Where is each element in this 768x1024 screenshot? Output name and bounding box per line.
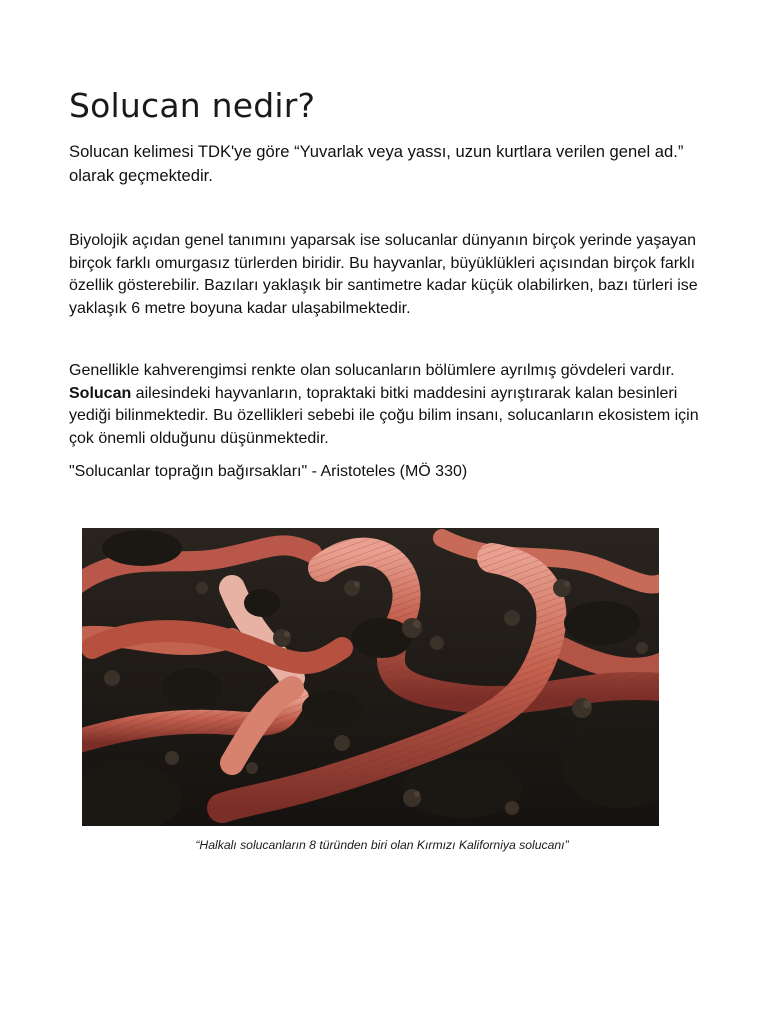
paragraph-description-end: ailesindeki hayvanların, topraktaki bitki maddesini ayrıştırarak kalan besinleri yediği bilinmektedir. Bu özellikleri sebebi ile çoğu bilim insanı, solucanların ekosistem için çok önemli olduğunu düşünmektedir. — [69, 384, 699, 447]
aristotle-quote: "Solucanlar toprağın bağırsakları" - Aristoteles (MÖ 330) — [69, 463, 468, 480]
worms-photo — [82, 528, 659, 826]
paragraph-description — [69, 360, 699, 450]
paragraph-biology: Biyolojik açıdan genel tanımını yaparsak ise solucanlar dünyanın birçok yerinde yaşayan birçok farklı omurgasız türlerden biridir. Bu hayvanlar, büyüklükleri açısından birçok farklı özellik gösterebilir. Bazıları yaklaşık bir santimetre kadar küçük olabilirken, bazı türleri ise yaklaşık 6 metre boyuna kadar ulaşabilmektedir. — [69, 232, 698, 317]
document-body — [69, 84, 699, 484]
paragraph-description-start: Genellikle kahverengimsi renkte olan solucanların bölümlere ayrılmış gövdeleri vardır. — [69, 362, 675, 379]
worms-in-soil-illustration — [82, 528, 659, 826]
photo-caption: “Halkalı solucanların 8 türünden biri olan Kırmızı Kaliforniya solucanı” — [195, 838, 569, 852]
page-title: Solucan nedir? — [69, 86, 316, 125]
paragraph-definition: Solucan kelimesi TDK'ye göre “Yuvarlak veya yassı, uzun kurtlara verilen genel ad.” olarak geçmektedir. — [69, 142, 684, 185]
bold-term-solucan: Solucan — [69, 384, 132, 402]
